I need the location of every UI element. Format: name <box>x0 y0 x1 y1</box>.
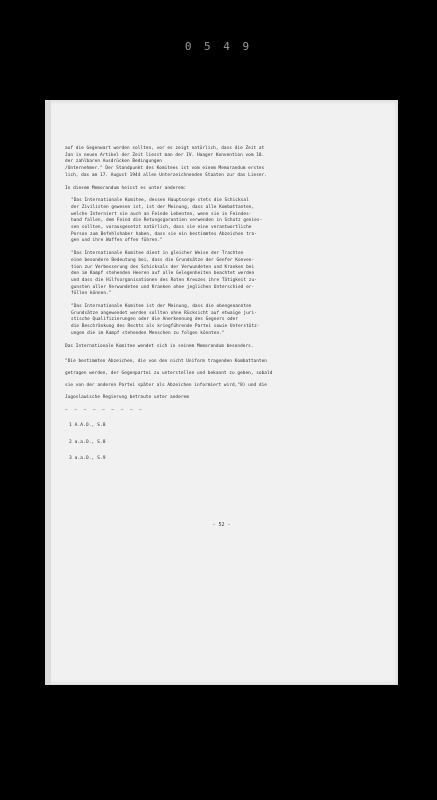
paragraph-quote-2: "Das Internationale Komitee dient in gleicher Weise der Trachten eine besondere Bedeutung bei, dass die Grundsätze der Genfer Konven- tion zur Verbesserung des Schicksals der Verwundeten und Kranken bei den im Kampf stehenden Heeren auf alle Gelegenheiten beachtet werden und dass die Hilfsorganisationen des Roten Kreuzes ihre Tätigkeit zu- gunsten aller Verwundeten und Kranken ohne jeglichen Unterschied er- füllen können." <box>71 251 257 297</box>
microfilm-frame-number: 0 5 4 9 <box>184 40 253 53</box>
document-body <box>65 146 390 473</box>
page-fold-shadow <box>45 100 51 685</box>
footnote-item: 2 a.a.O., S.8 <box>69 439 106 445</box>
paragraph-closing: "Die bestimmten Abzeichen, die von den nicht Uniform tragenden Kombattanten getragen werden, der Gegenpartei zu unterstellen und bekannt zu geben, sobald sie von der anderen Partei später als Abzeichen informiert wird,"8) und die Jugoslawische Regierung betraute unter anderem <box>65 359 273 401</box>
paragraph-committee: Das Internationale Komitee wendet sich in seinem Memorandum besonders. <box>65 343 254 349</box>
paragraph-quote-1: "Das Internationale Komitee, dessen Hauptsorge stets die Schicksal der Zivilisten gewesen ist, ist der Meinung, dass alle Kombattanten, welche Interniert sie auch an Feinde Lebenten, wenn sie in Feindes- hand fallen, dem Feind die Retungsgarantien verwenden in Schutz genies- sen sollten, vorausgesetzt natürlich, dass sie eine verantwortliche Person zum Befehlshaber haben, dass sie ein bestimmtes Abzeichen tra- gen und ihre Waffen offen führen." <box>71 198 263 244</box>
paragraph-intro: auf die Gegenwart werden sollten, vor es zeigt natürlich, dass die Zeit at Jan in neuen Artikel der Zeit liesst man der IV. Haager Konvention vom 18. der zahlbaren Ausdrücken Bedingungen /Unternehmer." Der Standpunkt des Komitees ist vom einem Memorandum erstes lich, das am 17. August 1944 allen Unterzeichnenden Staaten zur das Lieser. <box>65 146 268 178</box>
footnote-item: 1 A.A.O., S.8 <box>69 422 106 428</box>
footnote-list <box>69 423 390 463</box>
footnote-divider: — — — — — — — — — <box>65 408 144 414</box>
page-number: - 52 - <box>212 522 231 528</box>
document-page <box>45 100 398 685</box>
paragraph-quote-3: "Das Internationale Komitee ist der Meinung, dass die obengenannten Grundsätze angewendet werden sollten ohne Rücksicht auf etwaige juri- stische Qualifizierungen oder die Anerkennung des Gegners oder die Beschränkung des Rechts als kriegführende Partei sowie Unterstütz- ungen die im Kampf stehenden Menschen zu folgen könnten." <box>71 304 260 336</box>
paragraph-memo-lead: In diesem Memorandum heisst es unter anderem: <box>65 185 187 191</box>
footnote-item: 3 a.a.O., S.9 <box>69 456 106 462</box>
